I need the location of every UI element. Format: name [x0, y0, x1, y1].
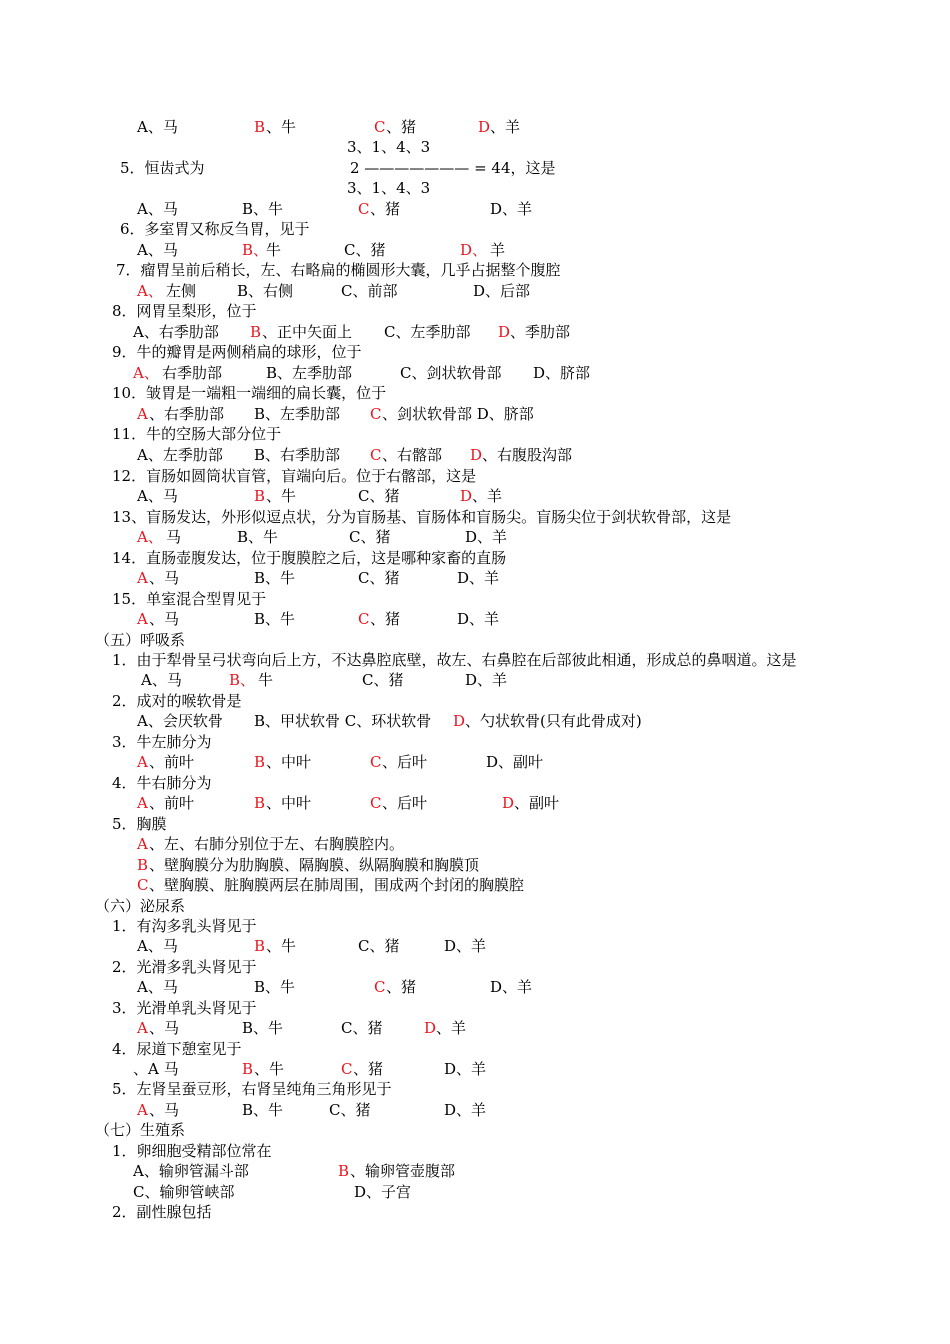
text-segment: 2．副性腺包括	[112, 1203, 212, 1221]
text-segment: 、中叶	[266, 753, 312, 771]
text-segment: 、马	[149, 569, 180, 587]
text-segment: 8．网胃呈梨形，位于	[112, 302, 257, 320]
text-segment: C、前部	[341, 282, 398, 300]
answer-marker: D	[498, 323, 511, 341]
text-segment: 、羊	[490, 118, 521, 136]
text-segment: （七）生殖系	[95, 1121, 186, 1139]
text-segment: A、马	[137, 978, 178, 996]
answer-marker: D	[470, 446, 483, 464]
text-segment: 牛	[258, 671, 274, 689]
answer-marker: B	[254, 487, 266, 505]
text-segment: 5．恒齿式为	[120, 159, 205, 177]
answer-marker: C	[137, 876, 149, 894]
text-segment: B、牛	[237, 528, 279, 546]
text-segment: 、前叶	[149, 794, 195, 812]
answer-marker: A	[137, 405, 148, 423]
answer-marker: A	[137, 753, 148, 771]
answer-marker: A	[137, 835, 148, 853]
text-segment: 、右腹股沟部	[482, 446, 573, 464]
text-segment: 、副叶	[514, 794, 560, 812]
text-segment: 、前叶	[149, 753, 195, 771]
text-segment: 、猪	[353, 1060, 384, 1078]
answer-marker: B	[254, 937, 266, 955]
answer-marker: C	[358, 200, 370, 218]
text-segment: A、右季肋部	[133, 323, 219, 341]
text-segment: 、右季肋部	[149, 405, 225, 423]
text-segment: 15．单室混合型胃见于	[112, 590, 267, 608]
text-segment: 、羊	[436, 1019, 467, 1037]
text-segment: D、羊	[444, 937, 487, 955]
text-segment: B、右侧	[237, 282, 294, 300]
text-segment: 14．直肠壶腹发达，位于腹膜腔之后，这是哪种家畜的直肠	[112, 549, 507, 567]
answer-marker: A	[137, 1019, 148, 1037]
text-segment: 、A 马	[133, 1060, 179, 1078]
text-segment: 、马	[149, 1101, 180, 1119]
text-segment: 2．成对的喉软骨是	[112, 692, 242, 710]
text-segment: 右季肋部	[162, 364, 223, 382]
text-segment: 5．胸膜	[112, 815, 167, 833]
answer-marker: D	[502, 794, 515, 812]
text-segment: C、输卵管峡部	[133, 1183, 235, 1201]
text-segment: C、左季肋部	[384, 323, 471, 341]
text-segment: （六）泌尿系	[95, 897, 186, 915]
text-segment: （五）呼吸系	[95, 631, 186, 649]
text-segment: C、猪	[344, 241, 386, 259]
answer-marker: D、	[460, 241, 488, 259]
answer-marker: B	[338, 1162, 350, 1180]
text-segment: 、后叶	[382, 753, 428, 771]
text-segment: C、剑状软骨部	[400, 364, 502, 382]
text-segment: 3、1、4、3	[347, 138, 431, 156]
text-segment: 3．光滑单乳头肾见于	[112, 999, 257, 1017]
answer-marker: C	[374, 978, 386, 996]
text-segment: B、甲状软骨 C、环状软骨	[254, 712, 432, 730]
text-segment: A、马	[141, 671, 182, 689]
text-segment: D、脐部	[533, 364, 591, 382]
text-segment: A、马	[137, 118, 178, 136]
answer-marker: A	[137, 610, 148, 628]
answer-marker: D	[478, 118, 491, 136]
text-segment: D、副叶	[486, 753, 544, 771]
answer-marker: C	[370, 405, 382, 423]
text-segment: C、猪	[349, 528, 391, 546]
answer-marker: B	[137, 856, 149, 874]
text-segment: 、剑状软骨部 D、脐部	[382, 405, 534, 423]
text-segment: C、猪	[358, 569, 400, 587]
answer-marker: C	[358, 610, 370, 628]
text-segment: 、猪	[370, 610, 401, 628]
text-segment: 、输卵管壶腹部	[350, 1162, 456, 1180]
text-segment: A、马	[137, 487, 178, 505]
text-segment: 左侧	[166, 282, 197, 300]
answer-marker: A	[137, 794, 148, 812]
text-segment: 12．盲肠如圆筒状盲管，盲端向后。位于右髂部，这是	[112, 467, 477, 485]
text-segment: 马	[166, 528, 182, 546]
text-segment: 牛	[266, 241, 282, 259]
answer-marker: B	[242, 1060, 254, 1078]
text-segment: B、右季肋部	[254, 446, 341, 464]
text-segment: 、马	[149, 1019, 180, 1037]
answer-marker: C	[370, 794, 382, 812]
answer-marker: C	[370, 446, 382, 464]
text-segment: A、马	[137, 937, 178, 955]
text-segment: 、正中矢面上	[262, 323, 353, 341]
text-segment: 5．左肾呈蚕豆形，右肾呈纯角三角形见于	[112, 1080, 392, 1098]
text-segment: 、季肋部	[510, 323, 571, 341]
text-segment: 、猪	[370, 200, 401, 218]
text-segment: 4．牛右肺分为	[112, 774, 212, 792]
text-segment: 2．光滑多乳头肾见于	[112, 958, 257, 976]
text-segment: A、左季肋部	[137, 446, 223, 464]
text-segment: B、左季肋部	[266, 364, 353, 382]
text-segment: 、壁胸膜、脏胸膜两层在肺周围，围成两个封闭的胸膜腔	[149, 876, 525, 894]
text-segment: C、猪	[362, 671, 404, 689]
answer-marker: C	[374, 118, 386, 136]
text-segment: 、羊	[472, 487, 503, 505]
answer-marker: D	[460, 487, 473, 505]
text-segment: D、羊	[444, 1060, 487, 1078]
text-segment: 1．由于犁骨呈弓状弯向后上方，不达鼻腔底壁，故左、右鼻腔在后部彼此相通，形成总的鼻咽道。这是	[112, 651, 797, 669]
answer-marker: B	[254, 118, 266, 136]
text-segment: C、猪	[358, 937, 400, 955]
answer-marker: A、	[133, 364, 159, 382]
answer-marker: B	[254, 794, 266, 812]
text-segment: 、左、右肺分别位于左、右胸膜腔内。	[149, 835, 405, 853]
answer-marker: C	[370, 753, 382, 771]
text-segment: B、左季肋部	[254, 405, 341, 423]
text-segment: 、勺状软骨(只有此骨成对)	[465, 712, 642, 730]
text-segment: 、牛	[266, 118, 297, 136]
text-segment: B、牛	[242, 1101, 284, 1119]
text-segment: 、牛	[254, 1060, 285, 1078]
answer-marker: B、	[242, 241, 269, 259]
text-segment: B、牛	[242, 1019, 284, 1037]
text-segment: 、右髂部	[382, 446, 443, 464]
text-segment: D、羊	[465, 671, 508, 689]
text-segment: D、羊	[457, 610, 500, 628]
answer-marker: D	[424, 1019, 437, 1037]
text-segment: A、马	[137, 241, 178, 259]
answer-marker: B	[254, 753, 266, 771]
text-segment: 、后叶	[382, 794, 428, 812]
answer-marker: D	[453, 712, 466, 730]
text-segment: A、会厌软骨	[137, 712, 223, 730]
text-segment: 、牛	[266, 487, 297, 505]
text-segment: 羊	[490, 241, 506, 259]
text-segment: 9．牛的瓣胃是两侧稍扁的球形，位于	[112, 343, 362, 361]
answer-marker: A	[137, 569, 148, 587]
text-segment: 11．牛的空肠大部分位于	[112, 425, 282, 443]
text-segment: D、后部	[473, 282, 531, 300]
text-segment: 、牛	[266, 937, 297, 955]
text-segment: A、输卵管漏斗部	[133, 1162, 249, 1180]
text-segment: 3．牛左肺分为	[112, 733, 212, 751]
text-segment: B、牛	[242, 200, 284, 218]
answer-marker: B、	[229, 671, 256, 689]
text-segment: D、羊	[490, 200, 533, 218]
text-segment: 13、盲肠发达，外形似逗点状，分为盲肠基、盲肠体和盲肠尖。盲肠尖位于剑状软骨部，这是	[112, 508, 732, 526]
answer-marker: A、	[137, 282, 163, 300]
text-segment: 、猪	[386, 118, 417, 136]
text-segment: 、猪	[386, 978, 417, 996]
answer-marker: C	[341, 1060, 353, 1078]
text-segment: C、猪	[358, 487, 400, 505]
text-segment: 1．有沟多乳头肾见于	[112, 917, 257, 935]
text-segment: 1．卵细胞受精部位常在	[112, 1142, 272, 1160]
text-segment: 4．尿道下憩室见于	[112, 1040, 242, 1058]
text-segment: B、牛	[254, 610, 296, 628]
text-segment: D、羊	[490, 978, 533, 996]
text-segment: 10．皱胃是一端粗一端细的扁长囊，位于	[112, 384, 387, 402]
text-segment: B、牛	[254, 978, 296, 996]
text-segment: D、羊	[457, 569, 500, 587]
text-segment: D、羊	[465, 528, 508, 546]
text-segment: A、马	[137, 200, 178, 218]
text-segment: 7．瘤胃呈前后稍长，左、右略扁的椭圆形大囊，几乎占据整个腹腔	[116, 261, 561, 279]
text-segment: 3、1、4、3	[347, 179, 431, 197]
answer-marker: B	[250, 323, 262, 341]
answer-marker: A	[137, 1101, 148, 1119]
text-segment: 6．多室胃又称反刍胃，见于	[120, 220, 310, 238]
text-segment: D、子宫	[354, 1183, 412, 1201]
text-segment: B、牛	[254, 569, 296, 587]
text-segment: 、马	[149, 610, 180, 628]
text-segment: 、壁胸膜分为肋胸膜、隔胸膜、纵隔胸膜和胸膜顶	[149, 856, 480, 874]
text-segment: C、猪	[329, 1101, 371, 1119]
text-segment: D、羊	[444, 1101, 487, 1119]
text-segment: 2 ——————— = 44，这是	[350, 159, 556, 177]
text-segment: C、猪	[341, 1019, 383, 1037]
answer-marker: A、	[137, 528, 163, 546]
text-segment: 、中叶	[266, 794, 312, 812]
